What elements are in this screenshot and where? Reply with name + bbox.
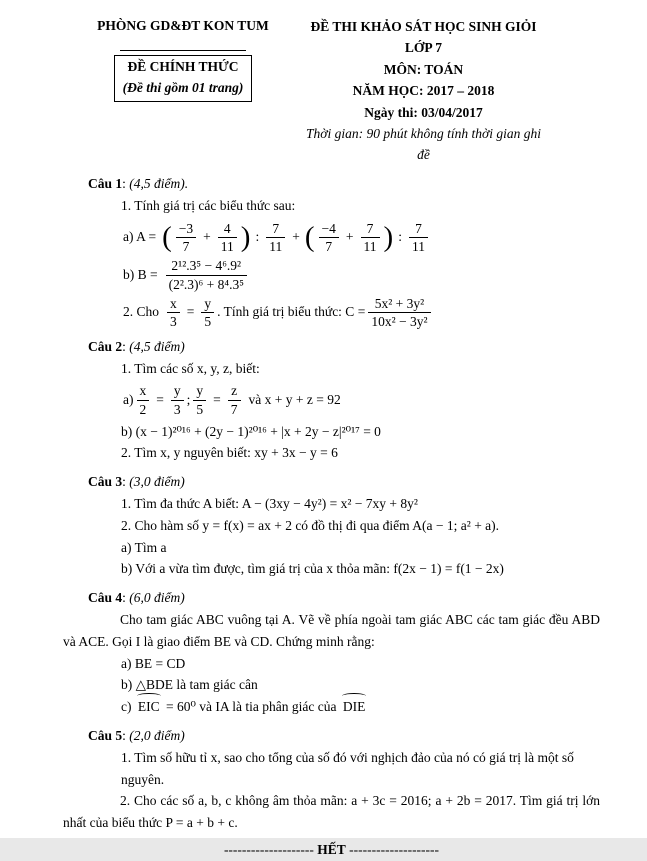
fraction (218, 221, 237, 254)
question-label: Câu 3 (88, 474, 123, 490)
question-3 (63, 471, 600, 580)
q4-item-a: a) BE = CD (121, 655, 186, 671)
question-points: (3,0 điểm) (129, 474, 185, 490)
question-4-heading (63, 587, 600, 609)
official-exam-box (114, 55, 253, 102)
question-2 (63, 336, 600, 464)
fraction-numerator: 5x² + 3y² (374, 295, 425, 311)
label-colon: : (122, 728, 126, 744)
question-1 (63, 173, 600, 329)
exam-date: Ngày thi: 03/04/2017 (364, 104, 483, 120)
exam-year: NĂM HỌC: 2017 – 2018 (352, 83, 495, 99)
fraction-numerator: y (173, 383, 181, 399)
operator-divide: : (398, 229, 402, 245)
fraction-numerator: −3 (178, 220, 194, 236)
fraction-denominator: 11 (409, 237, 428, 254)
fraction-numerator: x (139, 383, 147, 399)
exam-duration: Thời gian: 90 phút không tính thời gian ghi đề (306, 126, 541, 163)
fraction (228, 383, 241, 416)
q3-item-b: b) Với a vừa tìm được, tìm giá trị của x thỏa mãn: f(2x − 1) = f(1 − 2x) (121, 561, 504, 577)
question-5-heading (63, 725, 600, 747)
fraction-numerator: 7 (415, 220, 422, 236)
q2-formula-a (63, 383, 600, 416)
question-points: (4,5 điểm). (129, 175, 189, 191)
fraction (201, 296, 214, 329)
fraction (171, 383, 184, 416)
q1-item-1: 1. Tính giá trị các biểu thức sau: (121, 197, 296, 213)
fraction (137, 383, 150, 416)
exam-subject: MÔN: TOÁN (383, 61, 464, 77)
separator-semicolon: ; (186, 392, 191, 408)
operator-plus: + (203, 229, 211, 245)
fraction-numerator: 7 (366, 220, 374, 236)
fraction (167, 296, 180, 329)
question-label: Câu 4 (88, 590, 123, 606)
close-paren: ) (240, 221, 251, 254)
q2-item-1: 1. Tìm các số x, y, z, biết: (121, 360, 260, 376)
label-colon: : (122, 338, 126, 354)
formula-prefix: a) A = (123, 229, 157, 245)
fraction (368, 296, 430, 329)
q1-formula-b (63, 258, 600, 291)
fraction-denominator: 11 (266, 237, 285, 254)
label-colon: : (122, 175, 126, 191)
fraction-denominator: 7 (228, 400, 241, 417)
q2-item-b: b) (x − 1)²⁰¹⁶ + (2y − 1)²⁰¹⁶ + |x + 2y − z|²⁰¹⁷ = 0 (121, 423, 381, 439)
question-2-heading (63, 336, 600, 358)
fraction (176, 221, 196, 254)
item-text: c) (121, 699, 132, 715)
angle-DIE: DIE (343, 696, 366, 718)
fraction-denominator: 3 (167, 312, 180, 329)
fraction-denominator: 7 (319, 237, 339, 254)
het-label: HẾT (317, 842, 346, 858)
fraction-numerator: y (204, 295, 212, 311)
q3-item-2: 2. Cho hàm số y = f(x) = ax + 2 có đồ thị đi qua điểm A(a − 1; a² + a). (121, 517, 500, 533)
angle-EIC: EIC (138, 696, 160, 718)
q1-formula-a (63, 220, 600, 254)
fraction (166, 258, 247, 291)
q2-item-2: 2. Tìm x, y nguyên biết: xy + 3x − y = 6 (121, 445, 338, 461)
operator-equals: = (156, 392, 164, 408)
open-paren: ( (304, 221, 315, 254)
fraction-numerator: z (231, 383, 238, 399)
question-1-heading (63, 173, 600, 195)
fraction-denominator: 7 (176, 237, 196, 254)
operator-divide: : (255, 229, 260, 245)
fraction-numerator: y (196, 383, 204, 399)
item-text: và x + y + z = 92 (248, 392, 341, 408)
label-colon: : (122, 590, 126, 606)
fraction-numerator: 2¹².3⁵ − 4⁶.9² (171, 258, 242, 274)
q4-item-b: b) △BDE là tam giác cân (121, 677, 258, 693)
item-text: 2. Cho (123, 304, 160, 320)
footer (63, 839, 600, 861)
fraction-denominator: 5 (193, 400, 206, 417)
q4-item-c (63, 696, 600, 718)
q4-intro: Cho tam giác ABC vuông tại A. Vẽ về phía ngoài tam giác ABC các tam giác đều ABD và ACE. Gọi I là giao điểm BE và CD. Chứng minh rằng: (63, 612, 600, 649)
fraction-denominator: 11 (361, 237, 380, 254)
fraction-denominator: 3 (171, 400, 184, 417)
question-label: Câu 2 (88, 338, 123, 354)
fraction-denominator: 11 (218, 237, 237, 254)
question-3-heading (63, 471, 600, 493)
header-right (303, 16, 600, 166)
fraction (361, 221, 380, 254)
question-points: (4,5 điểm) (129, 338, 185, 354)
fraction (266, 221, 285, 254)
footer-dashes-left: -------------------- (223, 842, 314, 858)
fraction-numerator: 7 (272, 220, 280, 236)
fraction-denominator: 10x² − 3y² (368, 312, 430, 329)
fraction (193, 383, 206, 416)
org-name: PHÒNG GD&ĐT KON TUM (97, 18, 269, 33)
operator-equals: = (213, 392, 221, 408)
q1-item-2 (63, 296, 600, 329)
operator-plus: + (345, 229, 354, 245)
fraction-denominator: 2 (137, 400, 150, 417)
divider-line (120, 50, 246, 51)
q3-item-a: a) Tìm a (121, 539, 167, 555)
q3-item-1: 1. Tìm đa thức A biết: A − (3xy − 4y²) = x² − 7xy + 8y² (121, 496, 418, 512)
box-title: ĐỀ CHÍNH THỨC (127, 59, 239, 74)
item-text: = 60⁰ và IA là tia phân giác của (166, 699, 337, 715)
label-colon: : (122, 474, 126, 490)
header-left (63, 16, 303, 166)
formula-prefix: a) (123, 392, 134, 408)
box-subtitle: (Đề thi gồm 01 trang) (122, 79, 244, 95)
question-4 (63, 587, 600, 718)
fraction-numerator: −4 (321, 220, 336, 236)
exam-title: ĐỀ THI KHẢO SÁT HỌC SINH GIỎI LỚP 7 (310, 19, 537, 56)
formula-prefix: b) B = (123, 267, 158, 283)
question-points: (2,0 điểm) (129, 728, 185, 744)
header (63, 16, 600, 166)
fraction-denominator: (2².3)⁶ + 8⁴.3⁵ (166, 275, 247, 292)
fraction-numerator: 4 (223, 220, 231, 236)
operator-plus: + (292, 229, 300, 245)
item-text: . Tính giá trị biểu thức: C = (217, 304, 366, 320)
question-label: Câu 5 (88, 728, 123, 744)
footer-dashes-right: -------------------- (349, 842, 440, 858)
question-points: (6,0 điểm) (129, 590, 185, 606)
q5-item-2: 2. Cho các số a, b, c không âm thỏa mãn: a + 3c = 2016; a + 2b = 2017. Tìm giá trị lớn nhất của biểu thức P = a + b + c. (63, 793, 600, 831)
q5-item-1: 1. Tìm số hữu tỉ x, sao cho tổng của số đó với nghịch đảo của nó có giá trị là một số nguyên. (121, 749, 574, 787)
operator-equals: = (186, 304, 195, 320)
question-5 (63, 725, 600, 834)
question-label: Câu 1 (88, 175, 123, 191)
fraction (319, 221, 339, 254)
fraction-numerator: x (170, 295, 177, 311)
fraction-denominator: 5 (201, 312, 214, 329)
close-paren: ) (383, 221, 394, 254)
fraction (409, 221, 428, 254)
open-paren: ( (162, 221, 172, 254)
